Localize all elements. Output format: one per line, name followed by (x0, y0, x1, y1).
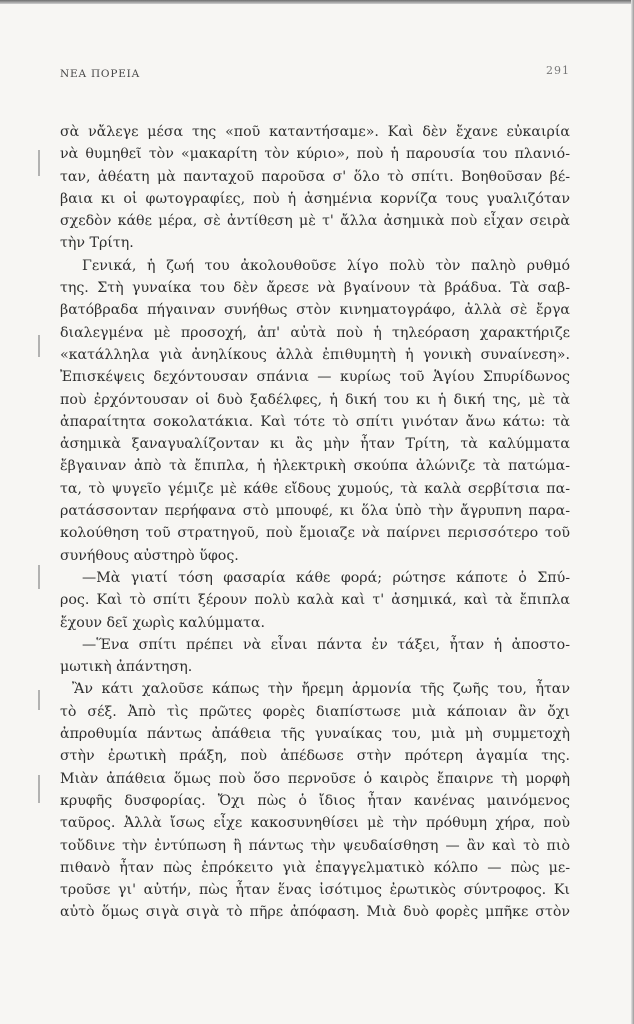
text-line: ταν, ἀθέατη μὰ πανταχοῦ παροῦσα σ' ὅλο τὸ σπίτι. Βοηθοῦσαν βέ- (60, 168, 570, 185)
text-line: σὰ νἄλεγε μέσα της «ποῦ καταντήσαμε». Καὶ δὲν ἔχανε εὐκαιρία (60, 124, 570, 140)
text-line: σχεδὸν κάθε μέρα, σὲ ἀντίθεση μὲ τ' ἄλλα ἀσημικὰ ποὺ εἶχαν σειρὰ (60, 213, 570, 230)
text-line: Ἂν κάτι χαλοῦσε κάπως τὴν ἤρεμη ἁρμονία τῆς ζωῆς του, ἦταν (72, 681, 570, 698)
text-line: τὴν Τρίτη. (60, 235, 134, 252)
text-line: Μιὰν ἀπάθεια ὅμως ποὺ ὅσο περνοῦσε ὁ καιρὸς ἔπαιρνε τὴ μορφὴ (60, 770, 570, 787)
text-line: πιθανὸ ἦταν πὼς ἐπρόκειτο γιὰ ἐπαγγελματικὸ κόλπο — πὼς με- (60, 859, 570, 876)
text-line: ἀπροθυμία πάντως ἀπάθεια τῆς γυναίκας του, μιὰ μὴ συμμετοχὴ (60, 726, 570, 743)
text-line: ἔχουν δεῖ χωρὶς καλύμματα. (60, 614, 266, 631)
text-line: τα, τὸ ψυγεῖο γέμιζε μὲ κάθε εἴδους χυμούς, τὰ καλὰ σερβίτσια πα- (60, 480, 570, 497)
text-line: ποὺ ἐρχόντουσαν οἱ δυὸ ξαδέλφες, ἡ δική του κι ἡ δική της, μὲ τὰ (60, 391, 570, 408)
text-line: «κατάλληλα γιὰ ἀνηλίκους ἀλλὰ ἐπιθυμητὴ ἡ γονικὴ συναίνεση». (60, 346, 570, 363)
running-title: ΝΕΑ ΠΟΡΕΙΑ (60, 68, 140, 80)
body-text (60, 121, 570, 924)
text-line: ρατάσσονταν περήφανα στὸ μπουφέ, κι ὅλα ὑπὸ τὴν ἄγρυπνη παρα- (60, 503, 570, 520)
text-line: της. Στὴ γυναίκα του δὲν ἄρεσε νὰ βγαίνουν τὰ βράδυα. Τὰ σαβ- (60, 280, 570, 297)
text-line: ρος. Καὶ τὸ σπίτι ξέρουν πολὺ καλὰ καὶ τ' ἀσημικά, καὶ τὰ ἔπιπλα (60, 592, 570, 609)
text-line: βαια κι οἱ φωτογραφίες, ποὺ ἡ ἀσημένια κορνίζα τους γυαλιζόταν (60, 190, 570, 207)
text-line: συνήθους αὐστηρὸ ὕφος. (60, 547, 239, 564)
margin-mark (38, 335, 40, 357)
text-line: ἀπαραίτητα σοκολατάκια. Καὶ τότε τὸ σπίτι γινόταν ἄνω κάτω: τὰ (60, 413, 570, 430)
text-line: κολούθηση τοῦ στρατηγοῦ, ποὺ ἔμοιαζε νὰ παίρνει περισσότερο τοῦ (60, 525, 570, 542)
text-line: νὰ θυμηθεῖ τὸν «μακαρίτη τὸν κύριο», ποὺ ἡ παρουσία του πλανιό- (60, 146, 570, 163)
text-line: τὸ σέξ. Ἀπὸ τὶς πρῶτες φορὲς διαπίστωσε μιὰ κάποιαν ἂν ὄχι (60, 703, 570, 720)
margin-mark (38, 775, 40, 803)
text-line: κρυφῆς δυσφορίας. Ὄχι πὼς ὁ ἴδιος ἦταν κανένας μαινόμενος (60, 792, 570, 809)
text-line: Ἐπισκέψεις δεχόντουσαν σπάνια — κυρίως τοῦ Ἁγίου Σπυρίδωνος (60, 369, 570, 386)
text-line: —Ἕνα σπίτι πρέπει νὰ εἶναι πάντα ἐν τάξει, ἦταν ἡ ἀποστο- (82, 636, 570, 653)
scan-edge-top (0, 0, 634, 4)
text-line: μωτικὴ ἀπάντηση. (60, 659, 193, 676)
page-number: 291 (546, 64, 570, 77)
text-line: ταῦρος. Ἀλλὰ ἴσως εἶχε κακοσυνηθίσει μὲ τὴν πρόθυμη χήρα, ποὺ (60, 815, 570, 832)
text-line: ἀσημικὰ ξαναγυαλίζονταν κι ἂς μὴν ἦταν Τρίτη, τὰ καλύμματα (60, 436, 570, 453)
text-line: ἔβγαιναν ἀπὸ τὰ ἔπιπλα, ἡ ἠλεκτρικὴ σκούπα ἀλώνιζε τὰ πατώμα- (60, 458, 570, 475)
margin-mark (38, 565, 40, 589)
text-line: στὴν ἐρωτικὴ πράξη, ποὺ ἀπέδωσε στὴν πρότερη ἀγαμία της. (60, 748, 570, 765)
text-line: Γενικά, ἡ ζωή του ἀκολουθοῦσε λίγο πολὺ τὸν παληὸ ρυθμό (82, 257, 570, 274)
margin-mark (38, 690, 40, 710)
text-line: αὐτὸ ὅμως σιγὰ σιγὰ τὸ πῆρε ἀπόφαση. Μιὰ δυὸ φορὲς μπῆκε στὸν (60, 904, 570, 921)
text-line: τροῦσε γι' αὐτήν, πὼς ἦταν ἕνας ἰσότιμος ἐρωτικὸς σύντροφος. Κι (60, 882, 570, 899)
text-line: βατόβραδα πήγαιναν συνήθως στὸν κινηματογράφο, ἀλλὰ σὲ ἔργα (60, 302, 570, 319)
text-line: τοὔδινε τὴν ἐντύπωση ἢ πάντως τὴν ψευδαίσθηση — ἂν καὶ τὸ πιὸ (60, 837, 570, 854)
text-line: —Μὰ γιατί τόση φασαρία κάθε φορά; ρώτησε κάποτε ὁ Σπύ- (82, 569, 570, 586)
text-line: διαλεγμένα μὲ προσοχή, ἀπ' αὐτὰ ποὺ ἡ τηλεόραση χαρακτήριζε (60, 324, 570, 341)
page-header (60, 64, 570, 84)
margin-mark (38, 150, 40, 176)
